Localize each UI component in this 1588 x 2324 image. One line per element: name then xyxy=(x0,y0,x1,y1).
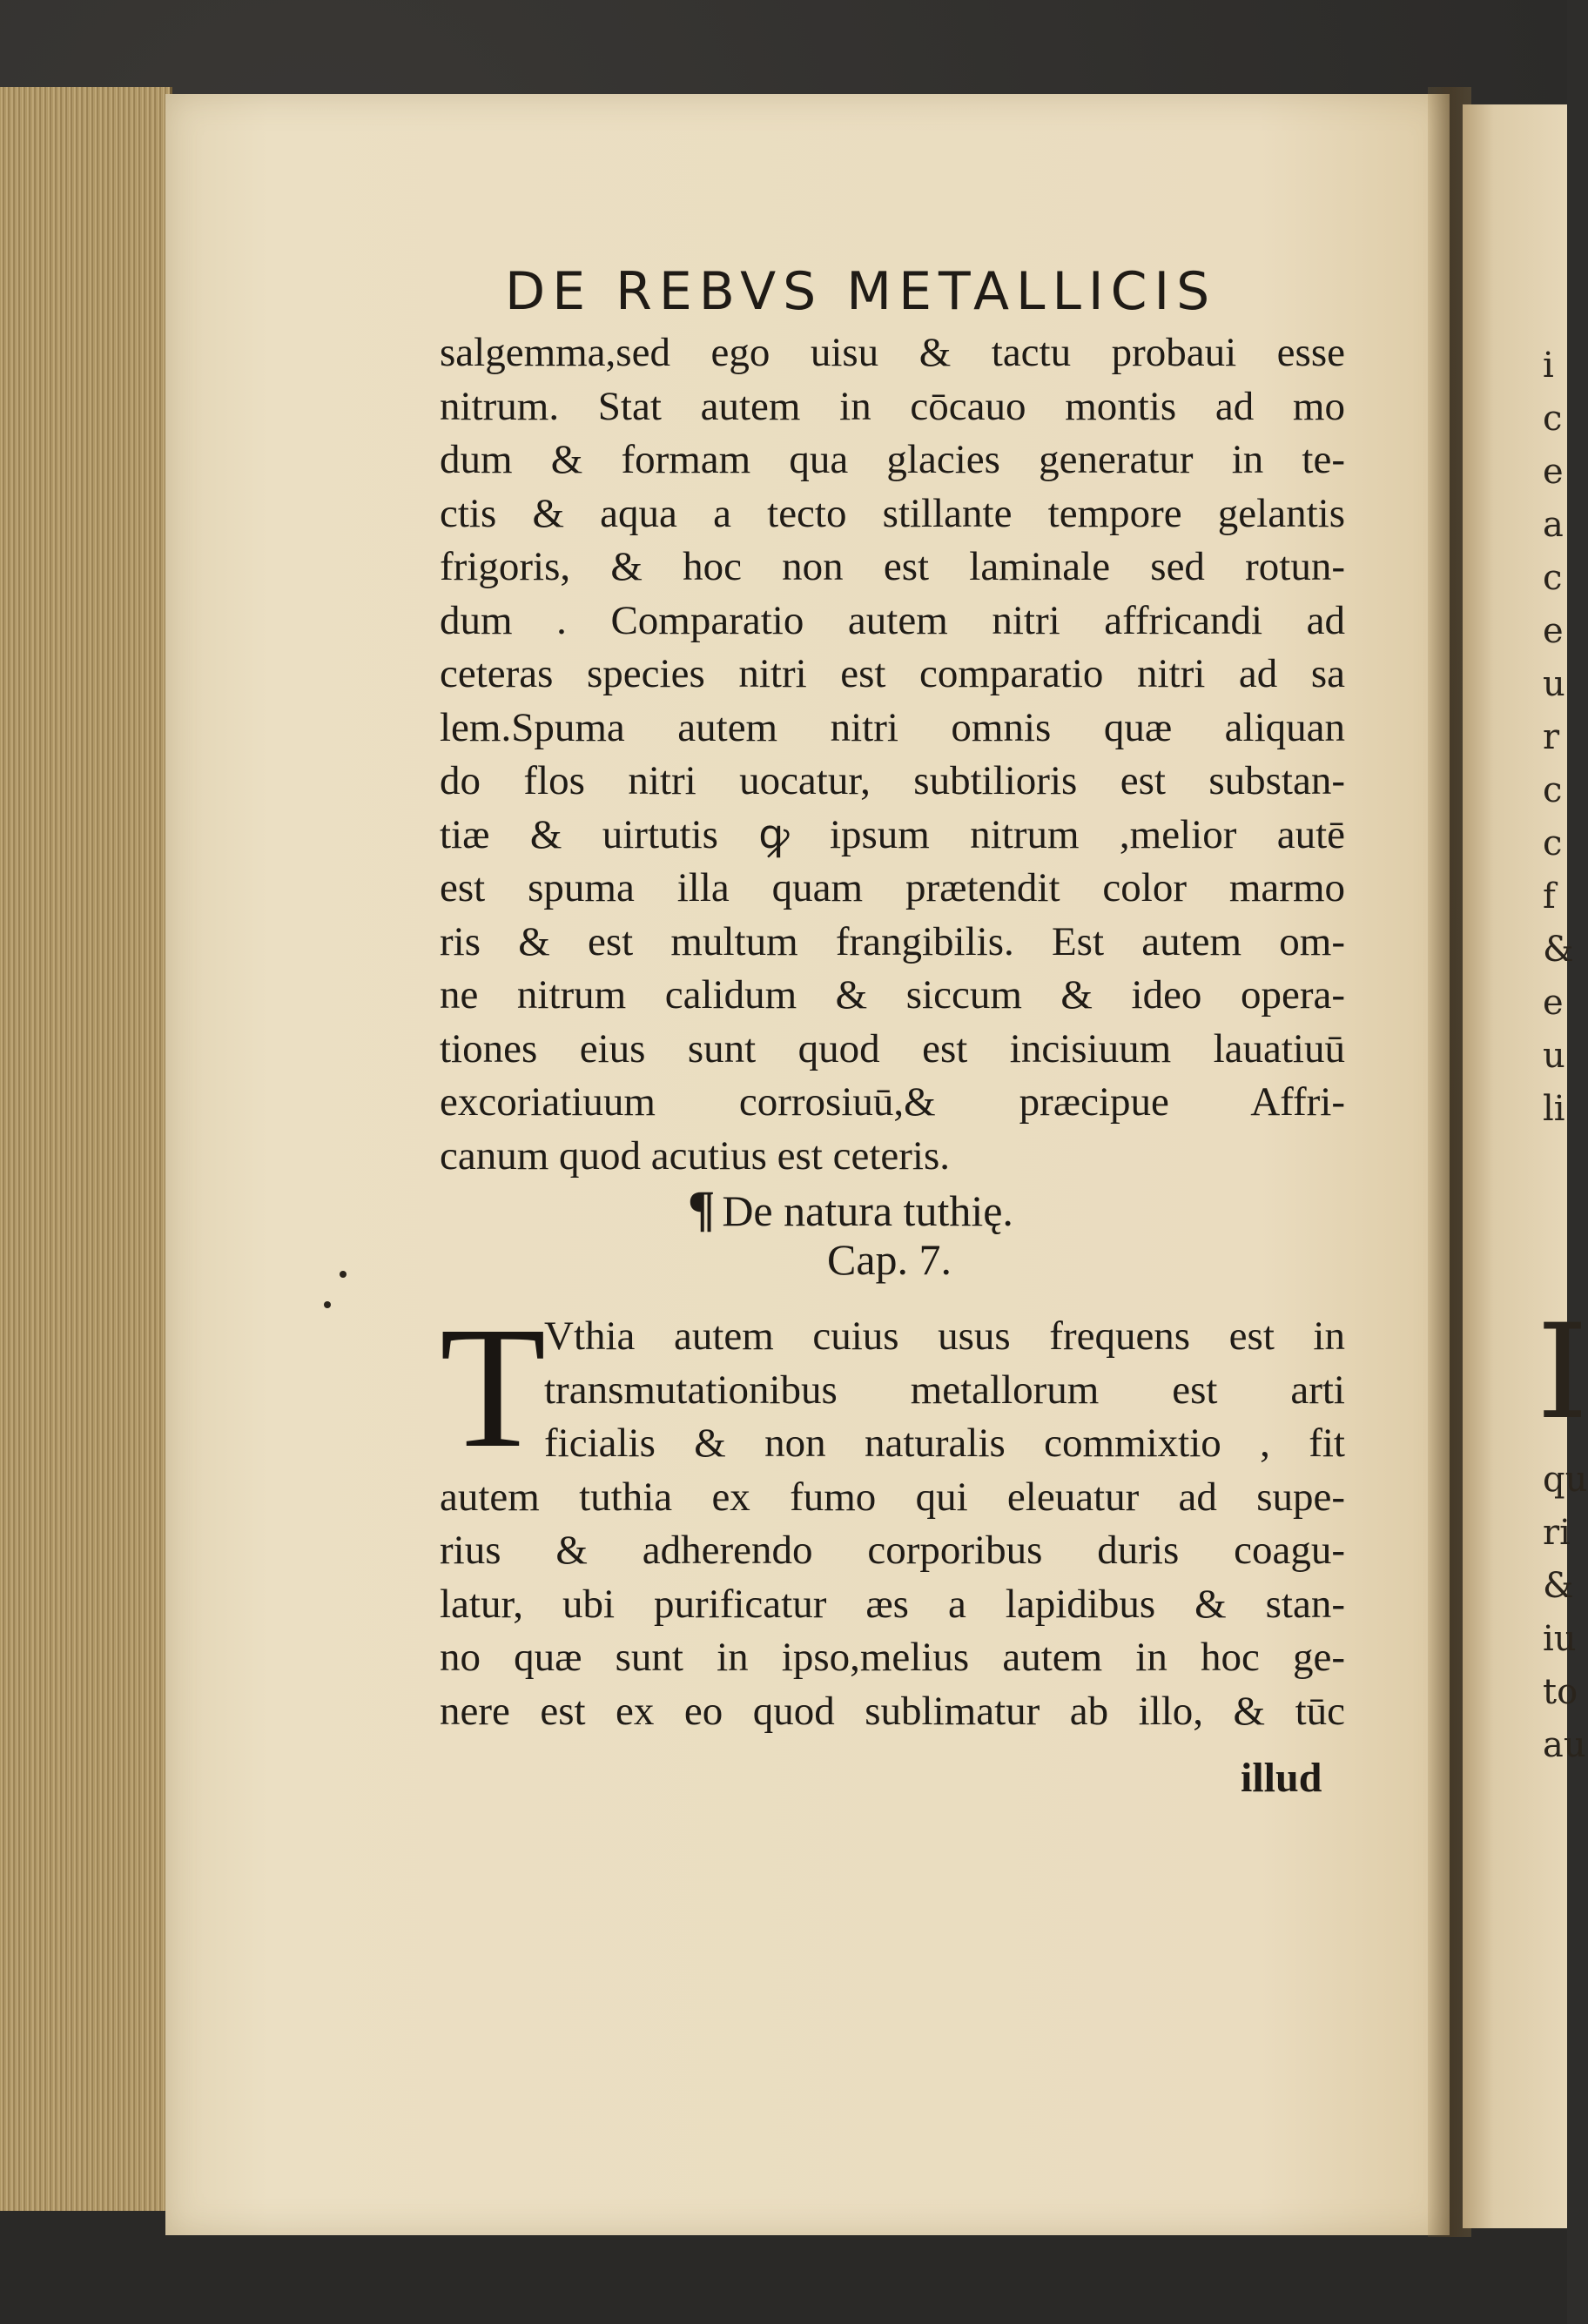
text-line: canum quod acutius est ceteris. xyxy=(440,1132,951,1179)
facing-page-fragment: ri xyxy=(1543,1513,1571,1553)
facing-page-fragment: r xyxy=(1543,717,1560,757)
facing-page-fragment: a xyxy=(1543,505,1564,545)
pilcrow-mark: ¶ xyxy=(688,1180,716,1237)
section-2-text xyxy=(440,1310,1345,1738)
chapter-title xyxy=(688,1179,1013,1238)
facing-page-fragment: e xyxy=(1543,452,1564,492)
text-line: autem tuthia ex fumo qui eleuatur ad supe- xyxy=(440,1474,1345,1520)
text-line: no quæ sunt in ipso,melius autem in hoc ge- xyxy=(440,1635,1345,1680)
facing-page-fragment: & xyxy=(1543,1566,1574,1606)
section-1-text xyxy=(440,326,1345,1183)
text-line: ficialis & non naturalis commixtio , fit xyxy=(544,1421,1345,1466)
facing-page-fragment: qu xyxy=(1543,1460,1588,1500)
ink-dot xyxy=(324,1301,331,1308)
text-line: transmutationibus metallorum est arti xyxy=(544,1367,1345,1413)
text-line: tiones eius sunt quod est incisiuum lauatiuū xyxy=(440,1025,1345,1071)
facing-page-fragment: & xyxy=(1543,930,1574,970)
text-line: salgemma,sed ego uisu & tactu probaui esse xyxy=(440,330,1345,375)
facing-page-initial: I xyxy=(1537,1297,1588,1448)
facing-page-fragment: c xyxy=(1543,399,1563,439)
facing-page-fragment: i xyxy=(1543,346,1554,386)
ink-dot xyxy=(340,1271,347,1278)
facing-page-fragment: e xyxy=(1543,983,1564,1023)
facing-page-fragment: u xyxy=(1543,664,1565,704)
text-line: ceteras species nitri est comparatio nitri ad sa xyxy=(440,651,1345,696)
text-line: lem.Spuma autem nitri omnis quæ aliquan xyxy=(440,704,1345,750)
drop-cap-initial: T xyxy=(440,1292,547,1484)
text-line: rius & adherendo corporibus duris coagu- xyxy=(440,1528,1345,1573)
facing-page-fragment: u xyxy=(1543,1036,1565,1076)
text-line: dum & formam qua glacies generatur in te- xyxy=(440,437,1345,482)
text-line: do flos nitri uocatur, subtilioris est substan- xyxy=(440,758,1345,803)
chapter-number: Cap. 7. xyxy=(827,1235,952,1284)
text-line: nere est ex eo quod sublimatur ab illo, & tūc xyxy=(440,1688,1345,1734)
text-line: ne nitrum calidum & siccum & ideo opera- xyxy=(440,972,1345,1018)
facing-page-fragment: iu xyxy=(1543,1619,1577,1659)
text-line: Vthia autem cuius usus frequens est in xyxy=(544,1313,1345,1359)
facing-page-fragment: f xyxy=(1543,877,1556,917)
text-line: ris & est multum frangibilis. Est autem om- xyxy=(440,918,1345,964)
facing-page xyxy=(1463,104,1588,2228)
running-head: DE REBVS METALLICIS xyxy=(505,261,1217,322)
facing-page-fragment: e xyxy=(1543,611,1564,651)
text-line: dum . Comparatio autem nitri affricandi ad xyxy=(440,597,1345,643)
text-line: est spuma illa quam prætendit color marmo xyxy=(440,865,1345,910)
facing-page-fragment: c xyxy=(1543,770,1563,810)
text-line: excoriatiuum corrosiuū,& præcipue Affri- xyxy=(440,1079,1345,1125)
facing-page-fragment: li xyxy=(1543,1089,1565,1129)
book-page-edges xyxy=(0,87,172,2211)
facing-page-fragment: au xyxy=(1543,1725,1586,1765)
text-line: tiæ & uirtutis ꝙ ipsum nitrum ,melior autē xyxy=(440,811,1345,857)
facing-page-fragment: to xyxy=(1543,1672,1578,1712)
chapter-title-text: De natura tuthię. xyxy=(722,1186,1013,1235)
facing-page-fragment: c xyxy=(1543,558,1563,598)
catchword: illud xyxy=(1241,1755,1322,1801)
text-line: nitrum. Stat autem in cōcauo montis ad mo xyxy=(440,383,1345,429)
text-line: ctis & aqua a tecto stillante tempore gelantis xyxy=(440,490,1345,536)
facing-page-fragment: c xyxy=(1543,823,1563,863)
text-line: frigoris, & hoc non est laminale sed rotun- xyxy=(440,544,1345,589)
text-line: latur, ubi purificatur æs a lapidibus & stan- xyxy=(440,1581,1345,1627)
